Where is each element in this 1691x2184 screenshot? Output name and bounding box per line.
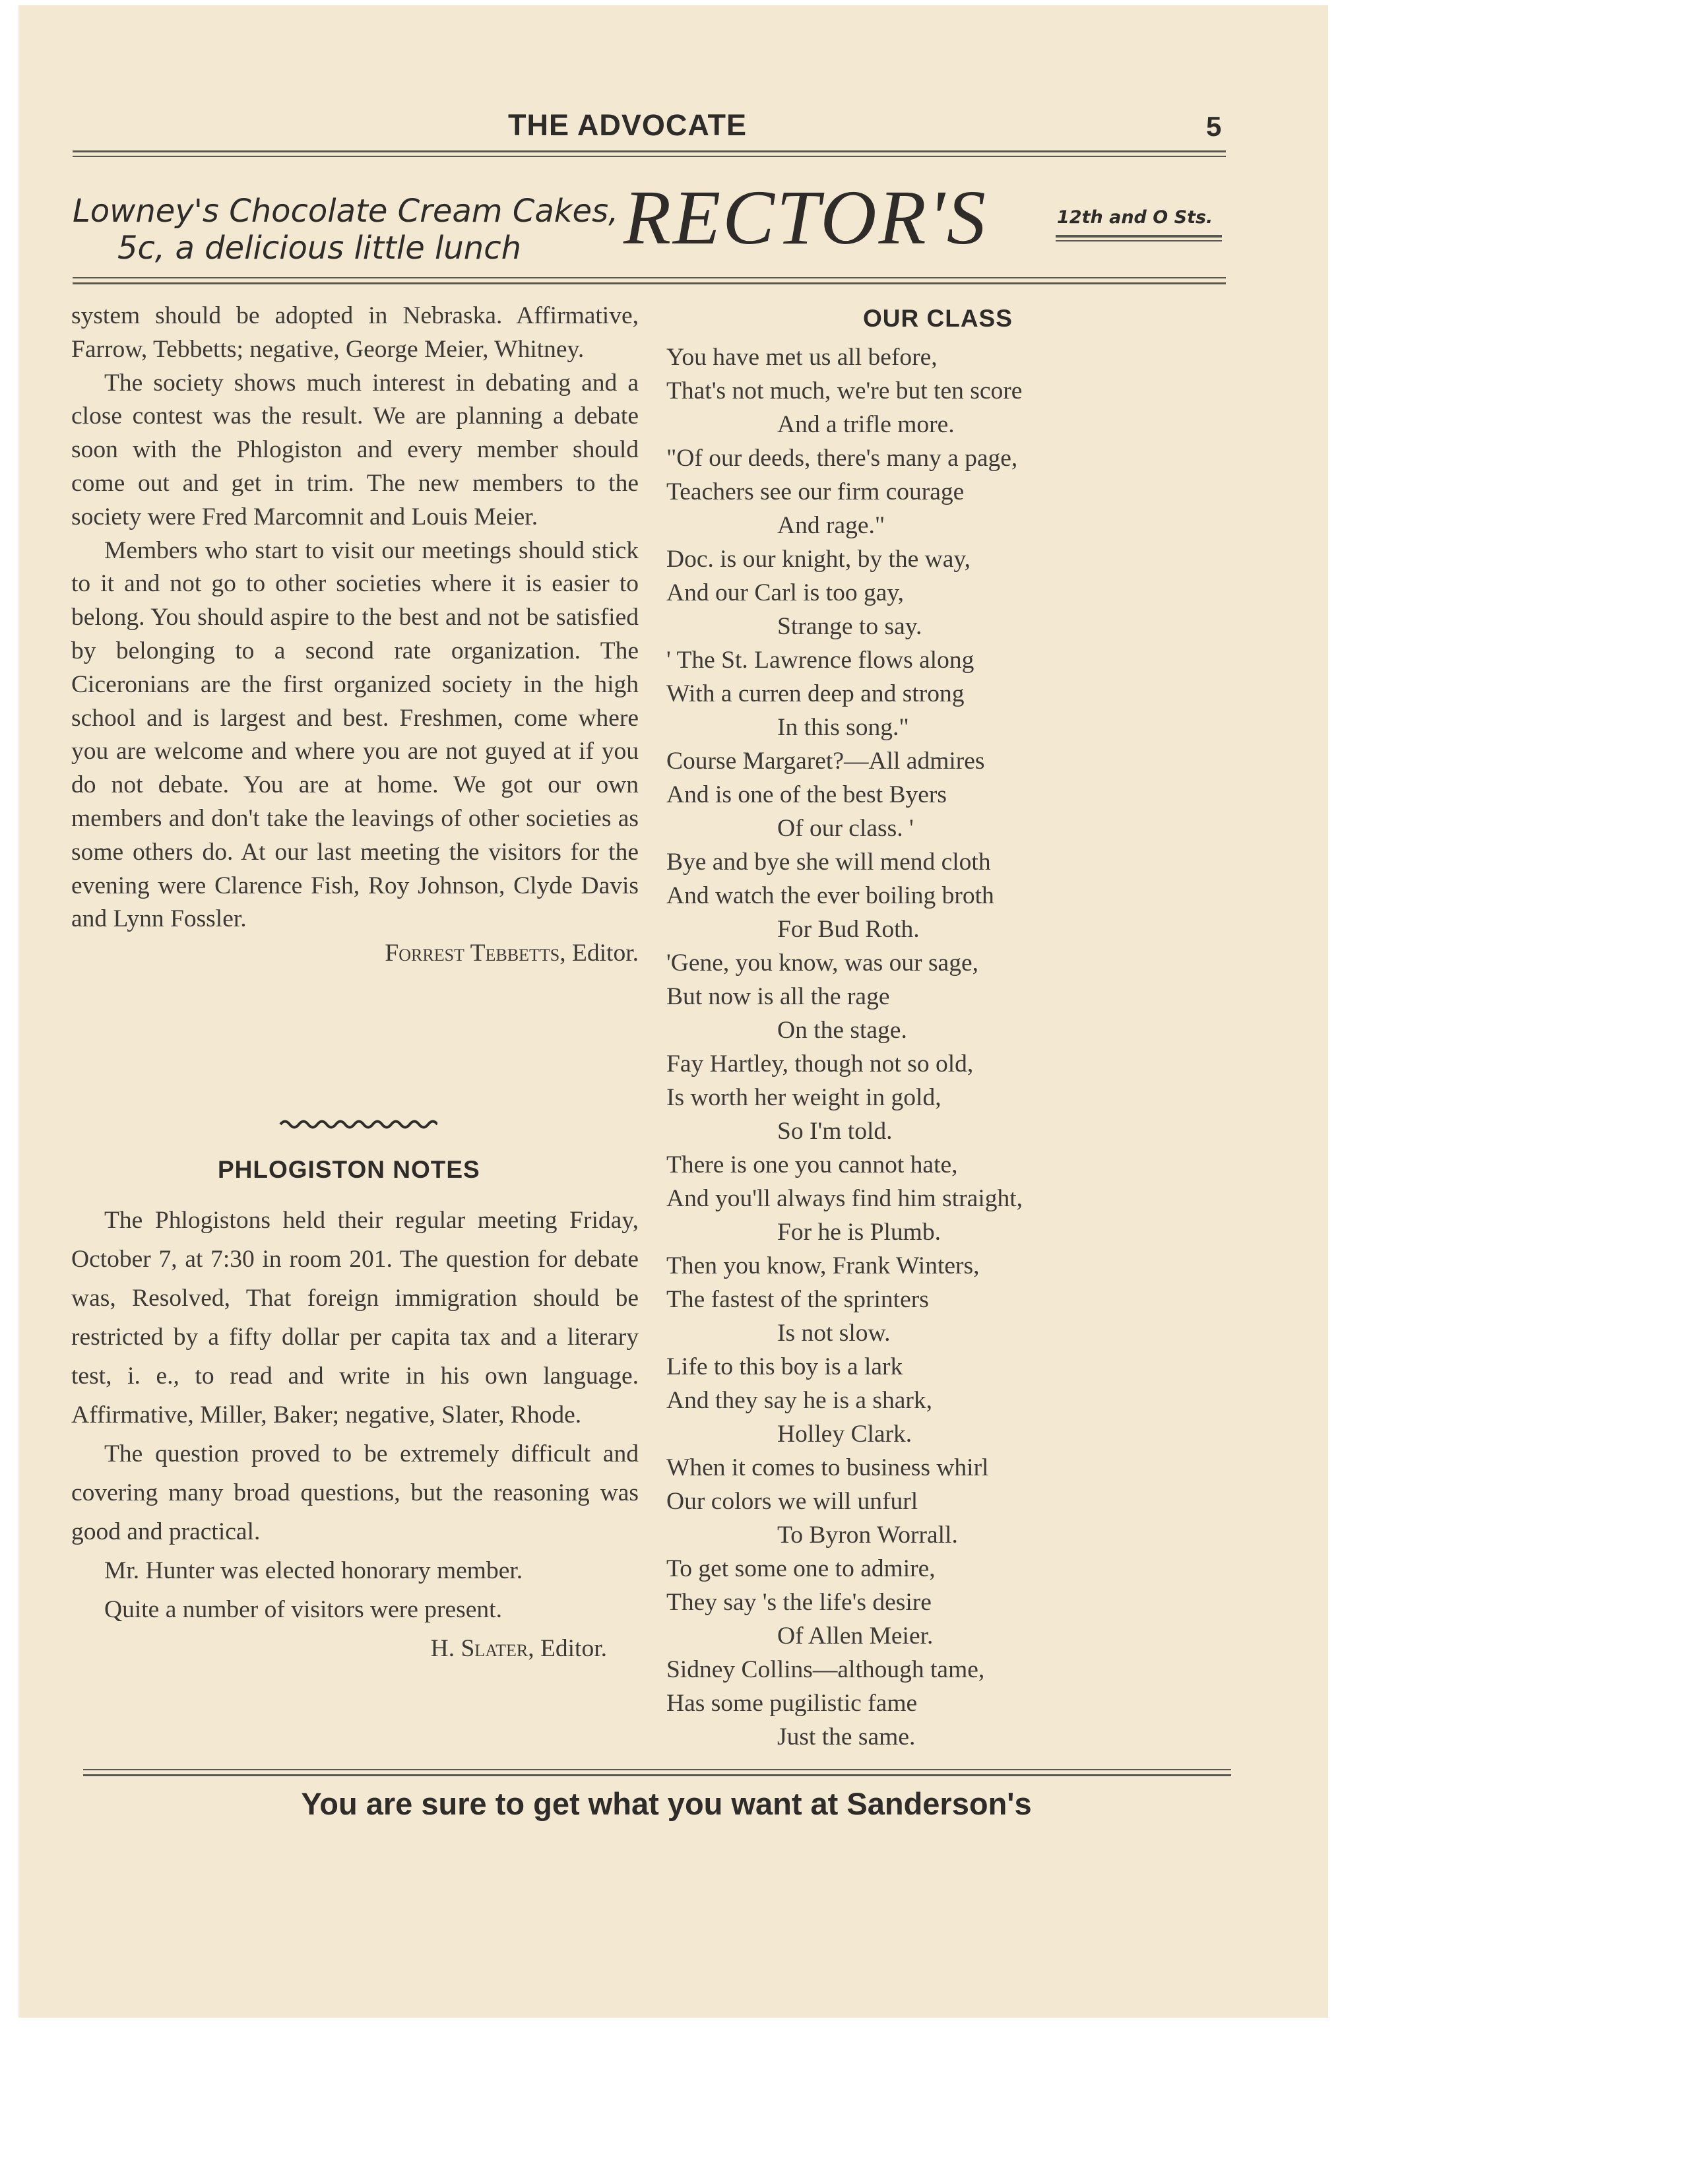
poem-line: Just the same. xyxy=(777,1723,916,1750)
poem-line: The fastest of the sprinters xyxy=(666,1286,929,1313)
poem-line: In this song." xyxy=(777,714,909,741)
poem-line: And our Carl is too gay, xyxy=(666,579,905,606)
poem-line: Then you know, Frank Winters, xyxy=(666,1252,980,1279)
poem-line: For he is Plumb. xyxy=(777,1219,941,1246)
poem-line: "Of our deeds, there's many a page, xyxy=(666,445,1018,472)
poem-line: Is worth her weight in gold, xyxy=(666,1084,941,1111)
signature-name: Forrest Tebbetts, xyxy=(385,940,566,967)
poem-line: Of our class. ' xyxy=(777,815,914,842)
header-rule-lower xyxy=(73,156,1226,157)
ad-rectors-address: 12th and O Sts. xyxy=(1057,207,1213,228)
our-class-poem xyxy=(666,340,1207,1754)
phlogiston-paragraph: The question proved to be extremely difficult and covering many broad questions, but the reasoning was good and practical. xyxy=(71,1440,639,1545)
signature-role: Editor. xyxy=(540,1635,607,1662)
poem-line: On the stage. xyxy=(777,1017,907,1044)
poem-line: Teachers see our firm courage xyxy=(666,478,965,505)
poem-line: Strange to say. xyxy=(777,613,922,640)
masthead-title: THE ADVOCATE xyxy=(508,108,748,142)
article-signature xyxy=(71,936,639,970)
poem-line: To get some one to admire, xyxy=(666,1555,936,1582)
poem-line: So I'm told. xyxy=(777,1118,893,1145)
phlogiston-signature xyxy=(71,1629,639,1668)
phlogiston-article xyxy=(71,1201,639,1668)
poem-line: They say 's the life's desire xyxy=(666,1589,932,1616)
poem-line: And you'll always find him straight, xyxy=(666,1185,1023,1212)
poem-line: Life to this boy is a lark xyxy=(666,1353,903,1380)
phlogiston-paragraph: Mr. Hunter was elected honorary member. xyxy=(104,1557,523,1584)
phlogiston-paragraph: Quite a number of visitors were present. xyxy=(104,1596,502,1623)
poem-line: With a curren deep and strong xyxy=(666,680,965,707)
poem-line: Fay Hartley, though not so old, xyxy=(666,1050,974,1077)
poem-line: 'Gene, you know, was our sage, xyxy=(666,949,978,977)
ciceronian-article xyxy=(71,300,639,970)
poem-line: There is one you cannot hate, xyxy=(666,1151,958,1178)
poem-line: For Bud Roth. xyxy=(777,916,920,943)
poem-line: Sidney Collins—although tame, xyxy=(666,1656,985,1683)
poem-line: Is not slow. xyxy=(777,1320,891,1347)
poem-line: Bye and bye she will mend cloth xyxy=(666,849,991,876)
poem-line: Our colors we will unfurl xyxy=(666,1488,918,1515)
ad-rule-lower xyxy=(73,282,1226,284)
poem-line: ' The St. Lawrence flows along xyxy=(666,647,974,674)
wavy-divider xyxy=(279,1117,437,1132)
poem-line: And a trifle more. xyxy=(777,411,955,438)
article-paragraph: Members who start to visit our meetings should stick to it and not go to other societies where it is easier to belong. You should aspire to the best and not be satisfied by belonging to a second rate organization. The Ciceronians are the first organized society in the high school and is largest and best. Freshmen, come where you are welcome and where you are not guyed at if you do not debate. You are at home. We got our own members and don't take the leavings of other societies as some others do. At our last meeting the visitors for the evening were Clarence Fish, Roy Johnson, Clyde Davis and Lynn Fossler. xyxy=(71,536,639,933)
poem-line: Doc. is our knight, by the way, xyxy=(666,546,971,573)
ad-rectors: RECTOR'S xyxy=(623,174,988,261)
signature-name: H. Slater, xyxy=(430,1635,534,1662)
ad-lowneys-line1: Lowney's Chocolate Cream Cakes, xyxy=(73,193,619,230)
poem-line: Holley Clark. xyxy=(777,1421,912,1448)
poem-line: And rage." xyxy=(777,512,885,539)
signature-role: Editor. xyxy=(571,940,639,967)
poem-line: When it comes to business whirl xyxy=(666,1454,989,1481)
poem-line: Course Margaret?—All admires xyxy=(666,748,985,775)
ad-address-underline xyxy=(1056,235,1222,238)
ad-lowneys xyxy=(73,193,618,267)
poem-line: But now is all the rage xyxy=(666,983,890,1010)
ad-address-underline-2 xyxy=(1056,240,1222,241)
ad-rule xyxy=(73,277,1226,278)
poem-line: And is one of the best Byers xyxy=(666,781,947,808)
header-rule xyxy=(73,150,1226,152)
article-paragraph: The society shows much interest in debating and a close contest was the result. We are planning a debate soon with the Phlogiston and every member should come out and get in trim. The new members to the society were Fred Marcomnit and Louis Meier. xyxy=(71,369,639,530)
poem-line: To Byron Worrall. xyxy=(777,1522,958,1549)
phlogiston-paragraph: The Phlogistons held their regular meeting Friday, October 7, at 7:30 in room 201. The question for debate was, Resolved, That foreign immigration should be restricted by a fifty dollar per capita tax and a literary test, i. e., to read and write in his own language. Affirmative, Miller, Baker; negative, Slater, Rhode. xyxy=(71,1207,639,1429)
poem-title: OUR CLASS xyxy=(863,305,1013,332)
poem-line: That's not much, we're but ten score xyxy=(666,377,1023,404)
poem-line: And watch the ever boiling broth xyxy=(666,882,994,909)
footer-rule-lower xyxy=(83,1774,1231,1776)
poem-line: You have met us all before, xyxy=(666,344,938,371)
poem-line: Of Allen Meier. xyxy=(777,1622,934,1650)
footer-ad-sandersons: You are sure to get what you want at Sanderson's xyxy=(301,1786,1032,1821)
article-paragraph: system should be adopted in Nebraska. Affirmative, Farrow, Tebbetts; negative, George Meier, Whitney. xyxy=(71,302,639,363)
ad-lowneys-line2: 5c, a delicious little lunch xyxy=(117,230,521,267)
footer-rule xyxy=(83,1769,1231,1770)
page-number: 5 xyxy=(1206,111,1222,142)
poem-line: And they say he is a shark, xyxy=(666,1387,933,1414)
phlogiston-title: PHLOGISTON NOTES xyxy=(218,1156,480,1183)
poem-line: Has some pugilistic fame xyxy=(666,1690,918,1717)
